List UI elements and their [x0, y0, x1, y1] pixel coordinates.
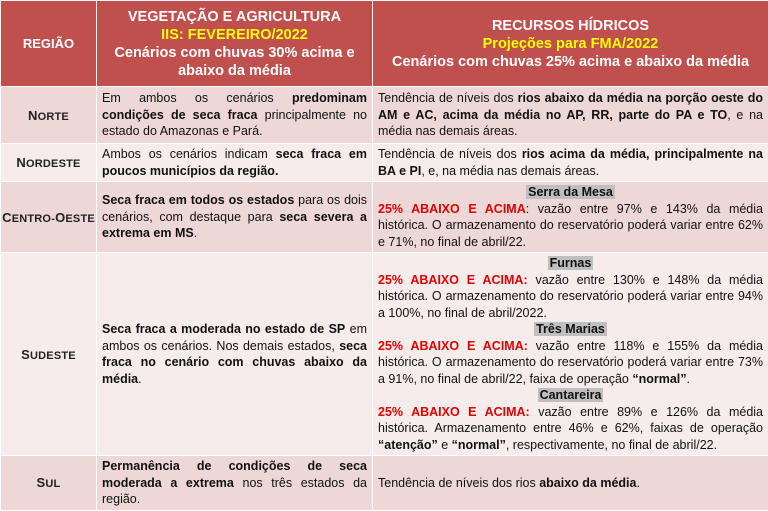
reservoir-furnas: Furnas: [548, 256, 594, 270]
header-region-label: REGIÃO: [23, 36, 74, 51]
veg-sudeste: Seca fraca a moderada no estado de SP em ambos os cenários. Nos demais estados, seca fraca no cenário com chuvas abaixo da média.: [97, 253, 373, 456]
header-water-scenario: Cenários com chuvas 25% acima e abaixo da média: [373, 53, 768, 71]
row-sul: [1, 456, 768, 511]
row-nordeste: [1, 144, 768, 182]
reservoir-tres-marias: Três Marias: [534, 322, 607, 336]
water-sudeste: Furnas 25% ABAIXO E ACIMA: vazão entre 130% e 148% da média histórica. O armazenamento do reservatório poderá variar entre 94% a 100%, no final de abril/2022. Três Marias 25% ABAIXO E ACIMA: vazão entre 118% e 155% da média histórica. O armazenamento do reservatório poderá variar entre 73% a 91%, no final de abril/22, faixa de operação “normal”. Cantareira 25% ABAIXO E ACIMA: vazão entre 89% e 126% da média histórica. Armazenamento entre 46% e 62%, faixas de operação “atenção” e “normal”, respectivamente, no final de abril/22.: [373, 253, 768, 456]
reservoir-cantareira: Cantareira: [538, 388, 604, 402]
veg-nordeste: Ambos os cenários indicam seca fraca em poucos municípios da região.: [97, 144, 373, 182]
water-centro-oeste: Serra da Mesa 25% ABAIXO E ACIMA: vazão entre 97% e 143% da média histórica. O armazenamento do reservatório poderá variar entre 62% e 71%, no final de abril/22.: [373, 182, 768, 253]
header-veg-title: VEGETAÇÃO E AGRICULTURA: [97, 8, 372, 26]
row-norte: [1, 87, 768, 144]
header-veg-scenario: Cenários com chuvas 30% acima e abaixo da média: [97, 44, 372, 80]
region-norte: NORTE: [1, 87, 97, 144]
header-region: [1, 1, 97, 87]
veg-norte: Em ambos os cenários predominam condições de seca fraca principalmente no estado do Amazonas e Pará.: [97, 87, 373, 144]
header-veg-subtitle: IIS: FEVEREIRO/2022: [97, 26, 372, 44]
water-norte: Tendência de níveis dos rios abaixo da média na porção oeste do AM e AC, acima da média no AP, RR, parte do PA e TO, e na média nas demais áreas.: [373, 87, 768, 144]
region-centro-oeste: CENTRO-OESTE: [1, 182, 97, 253]
header-water-subtitle: Projeções para FMA/2022: [373, 35, 768, 53]
header-vegetation: [97, 1, 373, 87]
region-nordeste: NORDESTE: [1, 144, 97, 182]
header-water: [373, 1, 768, 87]
reservoir-serra-da-mesa: Serra da Mesa: [526, 185, 615, 199]
region-sudeste: SUDESTE: [1, 253, 97, 456]
water-sul: Tendência de níveis dos rios abaixo da média.: [373, 456, 768, 511]
water-nordeste: Tendência de níveis dos rios acima da média, principalmente na BA e PI, e, na média nas demais áreas.: [373, 144, 768, 182]
header-water-title: RECURSOS HÍDRICOS: [373, 17, 768, 35]
region-sul: SUL: [1, 456, 97, 511]
veg-sul: Permanência de condições de seca moderada a extrema nos três estados da região.: [97, 456, 373, 511]
row-centro-oeste: [1, 182, 768, 253]
row-sudeste: [1, 253, 768, 456]
veg-centro-oeste: Seca fraca em todos os estados para os dois cenários, com destaque para seca severa a extrema em MS.: [97, 182, 373, 253]
